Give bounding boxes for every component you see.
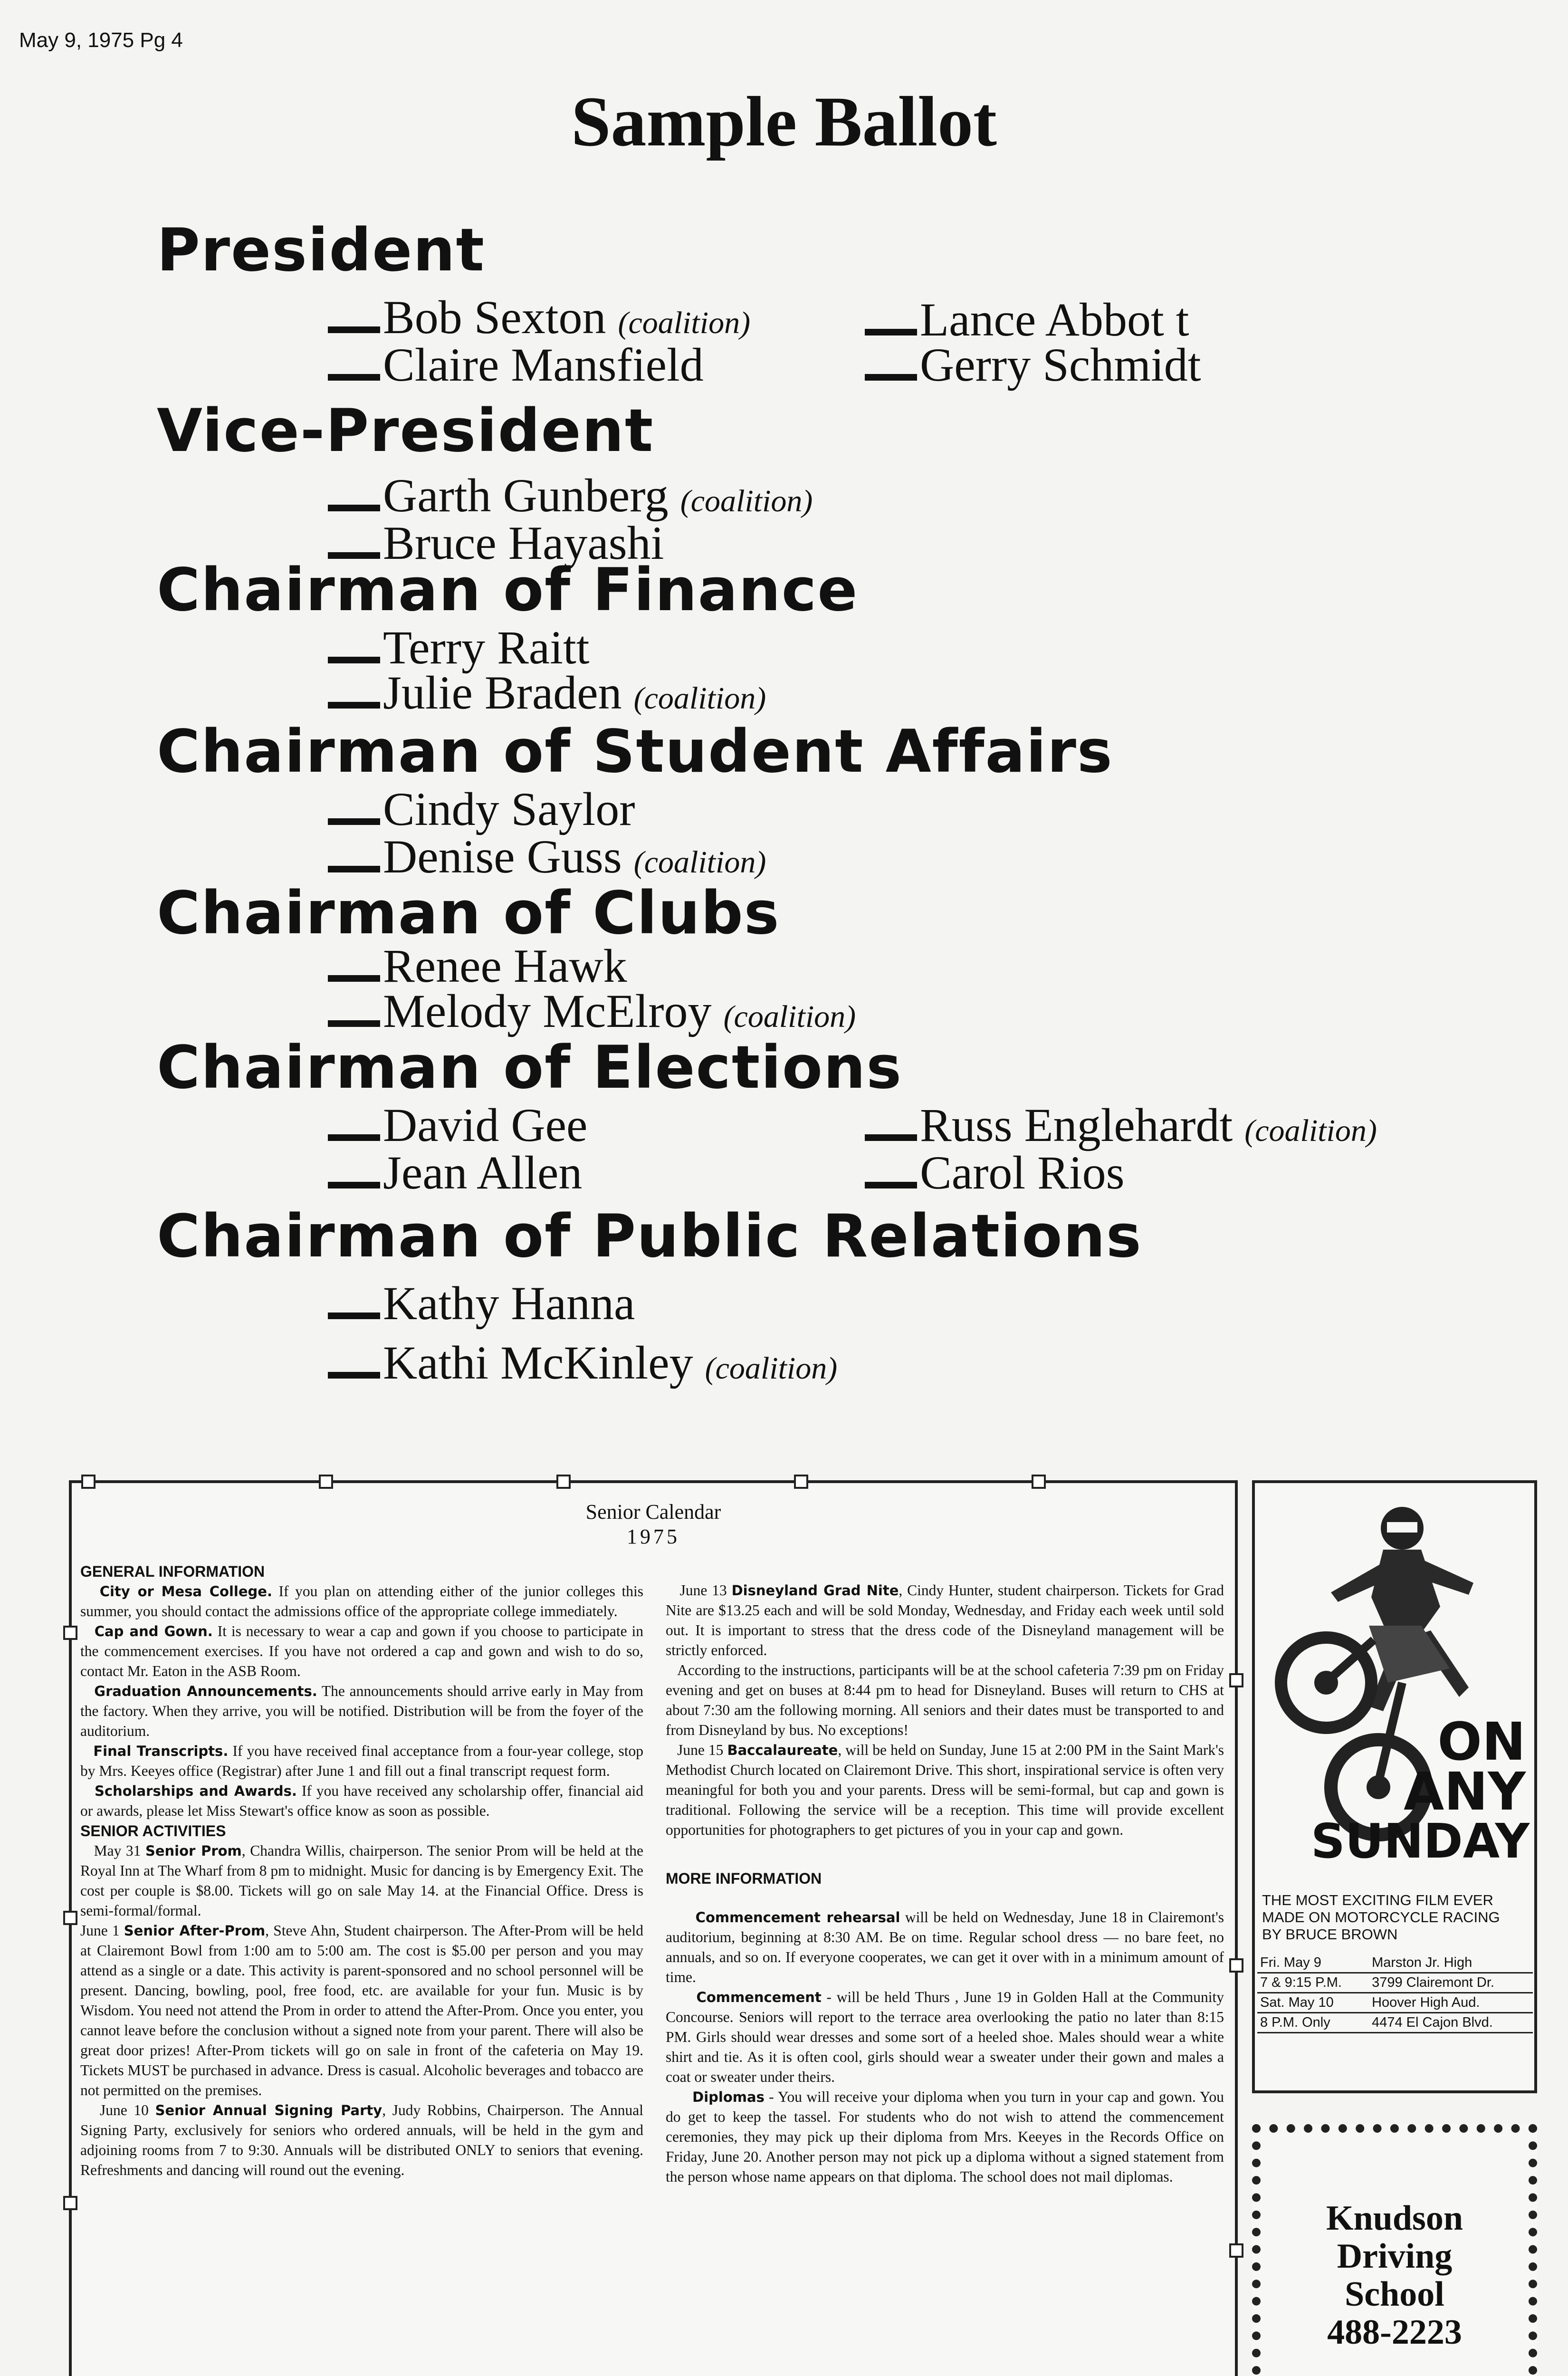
film-sprocket-icon <box>794 1475 808 1489</box>
tagline-text: THE MOST EXCITING FILM EVER MADE ON MOTORCYCLE RACING <box>1262 1892 1500 1926</box>
calendar-left-column <box>80 1562 643 2180</box>
paragraph: Commencement - will be held Thurs , June 19 in Golden Hall at the Community Concourse. Seniors will report to the terrace area overlooking the patio no later than 8:15 PM. Girls should wear dresses and some sort of a heeled shoe. Males should wear a white shirt and tie. As it is often cool, girls should wear a sweater under their gown and males a coat or sweater under theirs. <box>666 1989 1224 2085</box>
candidate[interactable]: Garth Gunberg (coalition) <box>328 468 813 523</box>
candidate[interactable]: Terry Raitt <box>328 620 590 675</box>
candidate[interactable]: Carol Rios <box>865 1145 1125 1200</box>
paragraph: June 15 Baccalaureate, will be held on Sunday, June 15 at 2:00 PM in the Saint Mark's Methodist Church located on Clairemont Drive. This short, inspirational service is often very meaningful for both you and your parents. Dress will be semi-formal, but cap and gown is traditional. Following the service will be a reception. This time will provide excellent opportunities for photographers to get pictures of you in your cap and gown. <box>666 1742 1224 1838</box>
office-elections: Chairman of Elections <box>157 1034 903 1102</box>
section-heading: GENERAL INFORMATION <box>80 1563 265 1580</box>
movie-title-line: SUNDAY <box>1310 1813 1530 1869</box>
candidate[interactable]: Julie Braden (coalition) <box>328 665 766 720</box>
office-vice-president: Vice-President <box>157 397 654 465</box>
film-sprocket-icon <box>556 1475 571 1489</box>
paragraph: Scholarships and Awards. If you have received any scholarship offer, financial aid or awards, please let Miss Stewart's office know as soon as possible. <box>80 1782 644 1819</box>
phone-number: 488-2223 <box>1327 2313 1462 2352</box>
candidate[interactable]: Renee Hawk <box>328 939 627 993</box>
paragraph: Commencement rehearsal will be held on Wednesday, June 18 in Clairemont's auditorium, beginning at 8:30 AM. Be on time. Regular school dress — no bare feet, no annuals, and so on. If everyone cooperates, we can get it over with in a minimum amount of time. <box>666 1909 1224 1985</box>
ad-line: School <box>1345 2275 1444 2314</box>
candidate[interactable]: Gerry Schmidt <box>865 337 1201 392</box>
film-sprocket-icon <box>63 1626 77 1640</box>
film-sprocket-icon <box>1229 1673 1243 1687</box>
movie-advertisement <box>1252 1480 1537 2093</box>
office-student-affairs: Chairman of Student Affairs <box>157 718 1113 786</box>
paragraph: Graduation Announcements. The announcements should arrive early in May from the factory. When they arrive, you will be notified. Distribution will be from the foyer of the auditorium. <box>80 1683 643 1739</box>
paragraph: June 13 Disneyland Grad Nite, Cindy Hunter, student chairperson. Tickets for Grad Nite are $13.25 each and will be sold Monday, Wednesday, and Friday each week until sold out. It is important to stress that the dress code of the Disneyland management will be strictly enforced. <box>666 1582 1224 1658</box>
film-sprocket-icon <box>63 2196 77 2210</box>
paragraph: June 10 Senior Annual Signing Party, Judy Robbins, Chairperson. The Annual Signing Party, exclusively for seniors who ordered annuals, will be held in the gym and adjoining rooms from 7 to 9:30. Annuals will be distributed ONLY to seniors that evening. Refreshments and dancing will round out the evening. <box>80 2102 644 2178</box>
candidate[interactable]: Kathy Hanna <box>328 1276 635 1331</box>
candidate[interactable]: Lance Abbot t <box>865 292 1189 347</box>
paragraph: According to the instructions, participants will be at the school cafeteria 7:39 pm on Friday evening and get on buses at 8:44 pm to head for Disneyland. Buses will return to CHS at about 7:30 am the following morning. All seniors and their dates must be transported to and from Disneyland by bus. No exceptions! <box>666 1662 1224 1738</box>
page-date: May 9, 1975 Pg 4 <box>19 29 183 52</box>
film-sprocket-icon <box>1229 2243 1243 2258</box>
paragraph: City or Mesa College. If you plan on attending either of the junior colleges this summer, you should contact the admissions office of the appropriate college immediately. <box>80 1583 643 1619</box>
candidate[interactable]: Cindy Saylor <box>328 782 635 836</box>
showing-row: Fri. May 9 Marston Jr. High <box>1257 1954 1533 1973</box>
office-public-relations: Chairman of Public Relations <box>157 1202 1142 1271</box>
movie-tagline <box>1262 1892 1530 1943</box>
ad-line: Driving <box>1337 2237 1453 2276</box>
showing-row: 8 P.M. Only 4474 El Cajon Blvd. <box>1257 2013 1533 2033</box>
movie-title-line: ON <box>1437 1711 1526 1772</box>
ballot-title: Sample Ballot <box>571 82 997 161</box>
calendar-year: 1975 <box>627 1525 680 1548</box>
credit-text: BY BRUCE BROWN <box>1262 1926 1398 1943</box>
driving-school-text <box>1261 2199 1529 2351</box>
office-clubs: Chairman of Clubs <box>157 879 780 948</box>
candidate[interactable]: Jean Allen <box>328 1145 582 1200</box>
candidate[interactable]: Russ Englehardt (coalition) <box>865 1098 1377 1152</box>
calendar-title <box>72 1500 1235 1549</box>
showings-table <box>1257 1954 1533 2033</box>
paragraph: June 1 Senior After-Prom, Steve Ahn, Student chairperson. The After-Prom will be held at Clairemont Bowl from 1:00 am to 5:00 am. The cost is $5.00 per person and you may attend as a single or a date. This activity is parent-sponsored and no school personnel will be present. Dancing, bowling, pool, free food, etc. are available for your fun. Music is by Wisdom. You need not attend the Prom in order to attend the After-Prom. Once you enter, you cannot leave before the conclusion without a signed note from your parent. There will also be great door prizes! After-Prom tickets will go on sale in front of the cafeteria on May 19. Tickets MUST be purchased in advance. Dress is casual. Alcoholic beverages and tobacco are not permitted on the premises. <box>80 1922 644 2098</box>
senior-calendar <box>69 1480 1238 2376</box>
film-sprocket-icon <box>319 1475 333 1489</box>
showing-row: 7 & 9:15 P.M. 3799 Clairemont Dr. <box>1257 1973 1533 1993</box>
candidate[interactable]: Bob Sexton (coalition) <box>328 290 750 345</box>
calendar-right-column <box>666 1581 1224 2187</box>
showing-row: Sat. May 10 Hoover High Aud. <box>1257 1993 1533 2013</box>
paragraph: Diplomas - You will receive your diploma when you turn in your cap and gown. You do get to keep the tassel. For students who do not wish to attend the commencement ceremonies, they may pick up their diploma from Mrs. Keeyes in the Records Office on Friday, June 20. Another person may not pick up a diploma without a signed statement from the person whose name appears on that diploma. The school does not mail diplomas. <box>666 2089 1224 2185</box>
candidate[interactable]: Claire Mansfield <box>328 337 704 392</box>
office-finance: Chairman of Finance <box>157 556 859 624</box>
candidate[interactable]: Melody McElroy (coalition) <box>328 984 856 1038</box>
paragraph: Cap and Gown. It is necessary to wear a cap and gown if you choose to participate in the commencement exercises. If you have not ordered a cap and gown and wish to do so, contact Mr. Eaton in the ASB Room. <box>80 1623 643 1679</box>
movie-title-line: ANY <box>1404 1761 1526 1822</box>
paragraph: May 31 Senior Prom, Chandra Willis, chairperson. The senior Prom will be held at the Royal Inn at The Wharf from 8 pm to midnight. Music for dancing is by Emergency Exit. The cost per couple is $8.00. Tickets will go on sale May 14. at the Financial Office. Dress is semi-formal/formal. <box>80 1842 643 1919</box>
section-heading: MORE INFORMATION <box>666 1870 822 1887</box>
film-sprocket-icon <box>1032 1475 1046 1489</box>
driving-school-advertisement <box>1252 2124 1537 2376</box>
calendar-title-text: Senior Calendar <box>585 1500 721 1523</box>
ad-line: Knudson <box>1326 2199 1463 2238</box>
film-sprocket-icon <box>63 1911 77 1925</box>
film-sprocket-icon <box>81 1475 96 1489</box>
candidate[interactable]: Bruce Hayashi <box>328 516 664 570</box>
paragraph: Final Transcripts. If you have received final acceptance from a four-year college, stop by Mrs. Keeyes office (Registrar) after June 1 and fill out a final transcript request form. <box>80 1743 643 1779</box>
candidate[interactable]: Kathi McKinley (coalition) <box>328 1335 837 1390</box>
section-heading: SENIOR ACTIVITIES <box>80 1822 226 1839</box>
office-president: President <box>157 216 485 285</box>
film-sprocket-icon <box>1229 1958 1243 1973</box>
candidate[interactable]: Denise Guss (coalition) <box>328 829 766 884</box>
candidate[interactable]: David Gee <box>328 1098 587 1152</box>
